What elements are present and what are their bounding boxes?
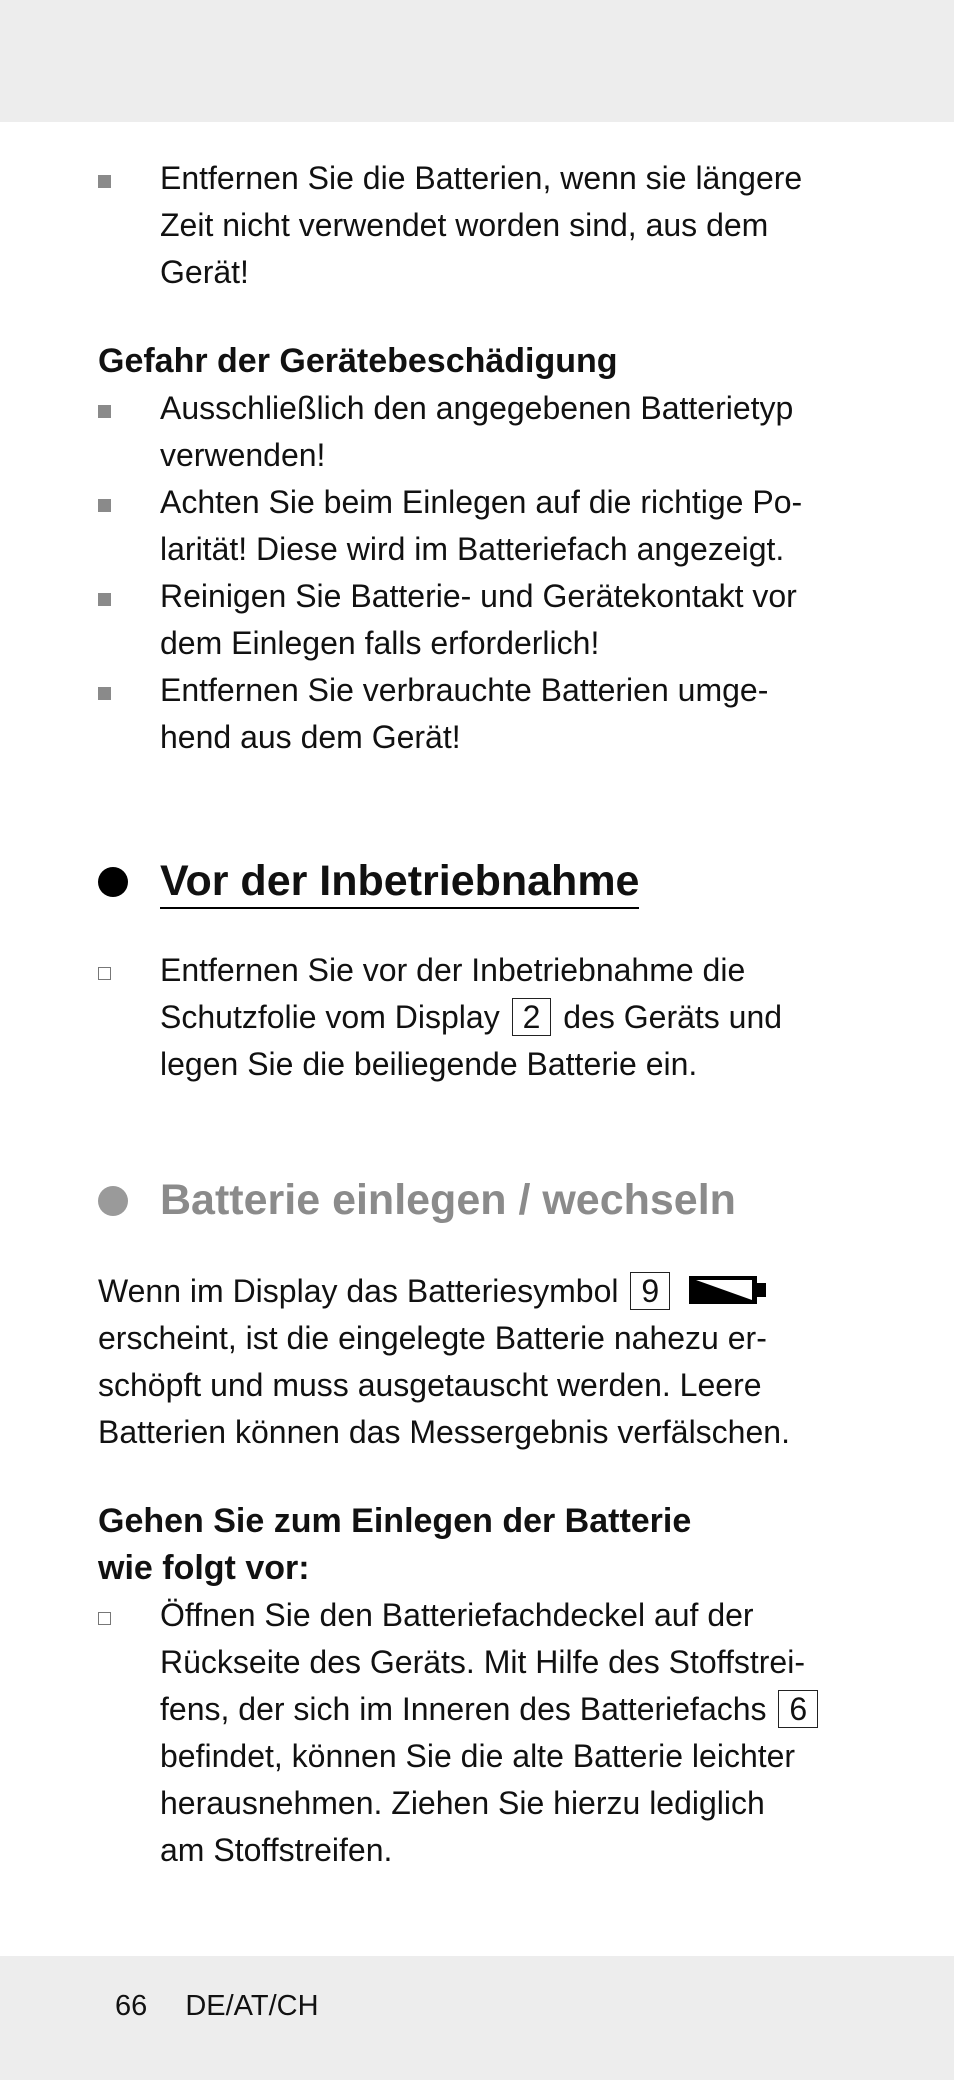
- item-line: Gerät!: [160, 254, 249, 290]
- item-line: hend aus dem Gerät!: [160, 719, 461, 755]
- paragraph-line: Batterien können das Messergebnis verfälschen.: [98, 1414, 790, 1450]
- text-fragment: Wenn im Display das Batteriesymbol: [98, 1273, 619, 1309]
- page-footer: [115, 1990, 319, 2023]
- item-line: Zeit nicht verwendet worden sind, aus dem: [160, 207, 769, 243]
- item-line: am Stoffstreifen.: [160, 1832, 393, 1868]
- item-line: Entfernen Sie vor der Inbetriebnahme die: [160, 952, 746, 988]
- list-item: [98, 155, 838, 296]
- section-heading-before-use: [98, 851, 838, 911]
- page-header-band: [0, 0, 954, 122]
- battery-low-icon: [688, 1274, 768, 1306]
- paragraph-line: [98, 1268, 838, 1315]
- text-fragment: des Geräts und: [563, 999, 783, 1035]
- section-heading-battery: [98, 1170, 838, 1230]
- text-fragment: Schutzfolie vom Display: [160, 999, 500, 1035]
- manual-page-content: [98, 155, 838, 1874]
- bullet-square-icon: [98, 175, 111, 188]
- bullet-square-icon: [98, 593, 111, 606]
- list-item: [98, 1592, 838, 1874]
- item-line: Öffnen Sie den Batteriefachdeckel auf der: [160, 1597, 754, 1633]
- battery-compartment-reference-number: 6: [778, 1690, 818, 1728]
- subheading-line: wie folgt vor:: [98, 1549, 310, 1587]
- bullet-square-icon: [98, 687, 111, 700]
- section-heading-text: Vor der Inbetriebnahme: [160, 857, 639, 909]
- item-line: dem Einlegen falls erforderlich!: [160, 625, 600, 661]
- item-line: Reinigen Sie Batterie- und Gerätekontakt vor: [160, 578, 797, 614]
- battery-paragraph: [98, 1268, 838, 1456]
- item-line: herausnehmen. Ziehen Sie hierzu lediglich: [160, 1785, 765, 1821]
- item-line: befindet, können Sie die alte Batterie leichter: [160, 1738, 796, 1774]
- damage-heading: Gefahr der Gerätebeschädigung: [98, 342, 618, 380]
- step-checkbox-icon: [98, 967, 111, 980]
- list-item: [98, 573, 838, 667]
- item-line: [160, 994, 838, 1041]
- list-item: [98, 385, 838, 479]
- item-line: Achten Sie beim Einlegen auf die richtige Po-: [160, 484, 803, 520]
- battery-symbol-reference-number: 9: [630, 1272, 670, 1310]
- item-line: verwenden!: [160, 437, 326, 473]
- section-bullet-icon: [98, 1186, 128, 1216]
- section-bullet-icon: [98, 867, 128, 897]
- subheading-line: Gehen Sie zum Einlegen der Batterie: [98, 1502, 692, 1540]
- item-line: Entfernen Sie die Batterien, wenn sie längere: [160, 160, 803, 196]
- item-line: larität! Diese wird im Batteriefach angezeigt.: [160, 531, 785, 567]
- list-item: [98, 947, 838, 1088]
- item-line: [160, 1686, 838, 1733]
- bullet-square-icon: [98, 405, 111, 418]
- page-number: 66: [115, 1990, 148, 2022]
- text-fragment: fens, der sich im Inneren des Batteriefachs: [160, 1691, 767, 1727]
- list-item: [98, 479, 838, 573]
- paragraph-line: erscheint, ist die eingelegte Batterie nahezu er-: [98, 1320, 767, 1356]
- paragraph-line: schöpft und muss ausgetauscht werden. Leere: [98, 1367, 762, 1403]
- item-line: Rückseite des Geräts. Mit Hilfe des Stoffstrei-: [160, 1644, 805, 1680]
- insert-battery-subheading: [98, 1498, 838, 1592]
- display-reference-number: 2: [512, 998, 552, 1036]
- item-line: Ausschließlich den angegebenen Batterietyp: [160, 390, 794, 426]
- item-line: legen Sie die beiliegende Batterie ein.: [160, 1046, 698, 1082]
- step-checkbox-icon: [98, 1612, 111, 1625]
- item-line: Entfernen Sie verbrauchte Batterien umge-: [160, 672, 769, 708]
- section-heading-text: Batterie einlegen / wechseln: [160, 1176, 736, 1224]
- bullet-square-icon: [98, 499, 111, 512]
- locale-label: DE/AT/CH: [185, 1990, 319, 2022]
- list-item: [98, 667, 838, 761]
